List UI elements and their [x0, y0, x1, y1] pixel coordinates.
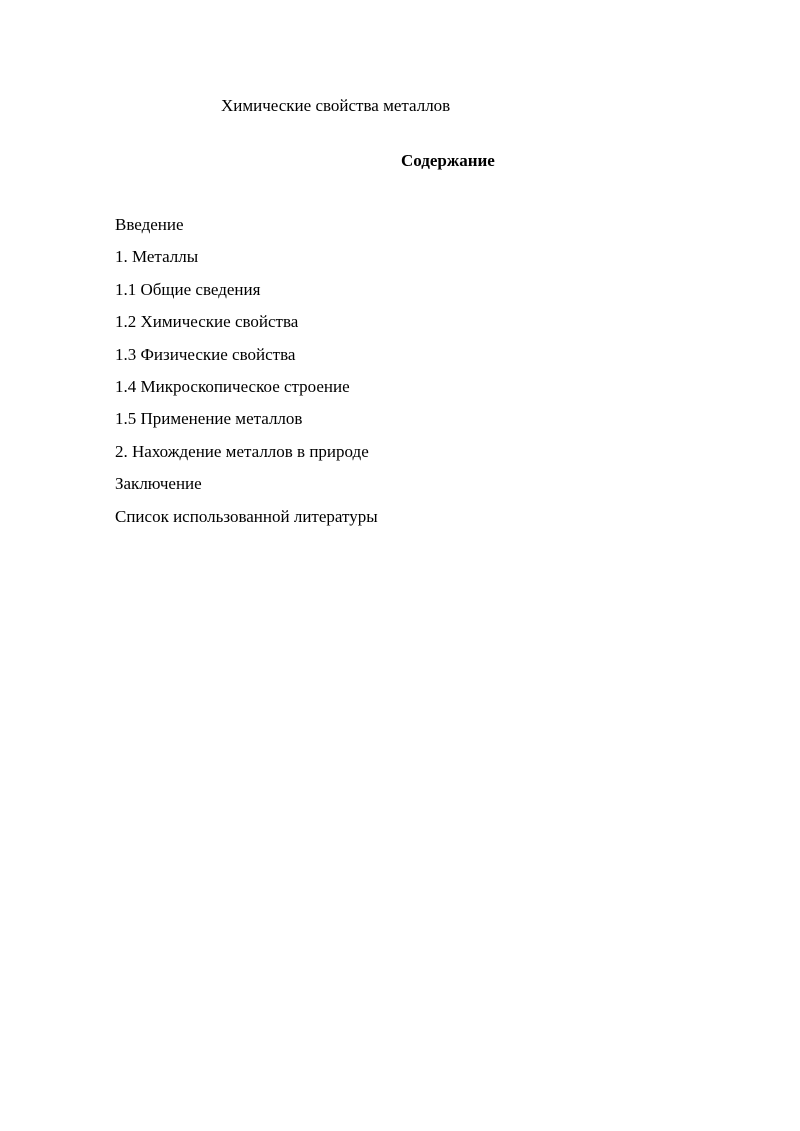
toc-item-metals: 1. Металлы	[115, 247, 199, 267]
toc-item-references: Список использованной литературы	[115, 506, 378, 526]
toc-item-chemical-properties: 1.2 Химические свойства	[115, 312, 299, 332]
table-of-contents	[115, 214, 378, 538]
toc-item-physical-properties: 1.3 Физические свойства	[115, 344, 296, 364]
toc-item-occurrence-in-nature: 2. Нахождение металлов в природе	[115, 441, 369, 461]
toc-item-conclusion: Заключение	[115, 474, 202, 494]
document-title: Химические свойства металлов	[221, 96, 451, 115]
toc-item-general-info: 1.1 Общие сведения	[115, 279, 261, 299]
toc-item-applications: 1.5 Применение металлов	[115, 409, 303, 429]
toc-heading: Содержание	[401, 151, 495, 170]
toc-item-microscopic-structure: 1.4 Микроскопическое строение	[115, 376, 350, 396]
toc-item-introduction: Введение	[115, 215, 184, 234]
